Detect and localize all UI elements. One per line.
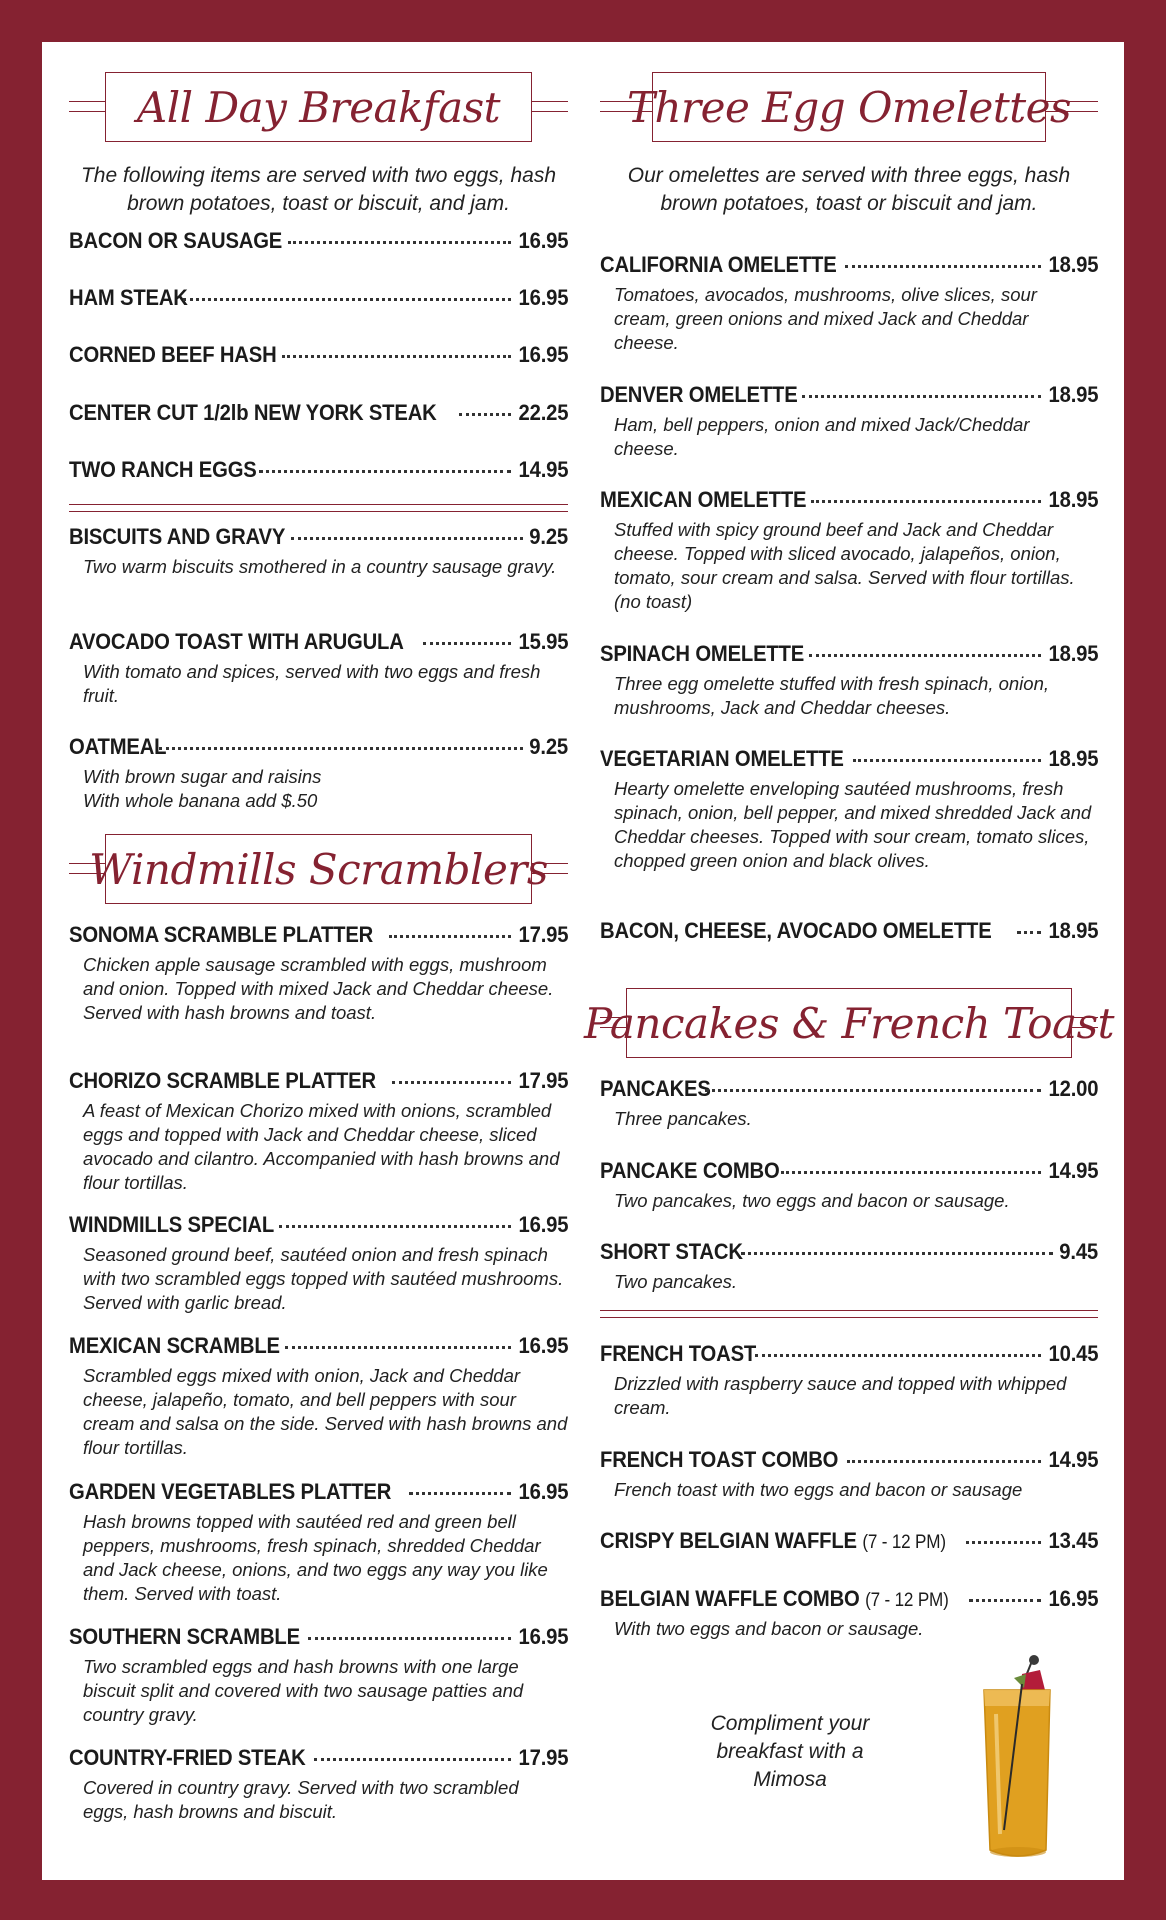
dot-leader — [285, 1346, 510, 1349]
dot-leader — [1017, 931, 1041, 934]
item-name: MEXICAN OMELETTE — [600, 487, 807, 512]
item-name — [600, 1528, 946, 1554]
item-price: 12.00 — [1048, 1076, 1098, 1101]
dot-leader — [459, 413, 510, 416]
item-name: CHORIZO SCRAMBLE PLATTER — [69, 1068, 376, 1093]
item-name: WINDMILLS SPECIAL — [69, 1212, 275, 1237]
item-name: MEXICAN SCRAMBLE — [69, 1333, 280, 1358]
menu-item — [600, 1341, 1098, 1420]
item-price: 18.95 — [1048, 918, 1098, 943]
section-header-three-egg-omelettes — [600, 72, 1098, 144]
item-name: HAM STEAK — [69, 285, 188, 310]
menu-item — [69, 1624, 568, 1727]
header-rule-left — [69, 101, 109, 112]
item-price: 13.45 — [1048, 1528, 1098, 1553]
menu-item — [600, 746, 1098, 873]
item-price: 16.95 — [518, 1333, 568, 1358]
menu-item — [600, 1239, 1098, 1294]
item-name: GARDEN VEGETABLES PLATTER — [69, 1479, 392, 1504]
menu-item — [69, 1212, 568, 1315]
item-price: 22.25 — [518, 400, 568, 425]
menu-item — [600, 487, 1098, 614]
dot-leader — [308, 1637, 511, 1640]
dot-leader — [423, 642, 511, 645]
section-title: Windmills Scramblers — [105, 834, 532, 904]
item-name: VEGETARIAN OMELETTE — [600, 746, 844, 771]
menu-item — [600, 252, 1098, 355]
item-price: 9.25 — [529, 734, 568, 759]
dot-leader — [705, 1089, 1041, 1092]
item-description: Seasoned ground beef, sautéed onion and fresh spinach with two scrambled eggs topped with sautéed mushrooms. Served with garlic bread. — [83, 1244, 564, 1313]
item-price: 16.95 — [1048, 1586, 1098, 1611]
menu-item — [600, 1158, 1098, 1213]
item-name: PANCAKES — [600, 1076, 711, 1101]
section-title: Three Egg Omelettes — [652, 72, 1046, 142]
dot-leader — [741, 1252, 1053, 1255]
item-name: BISCUITS AND GRAVY — [69, 524, 286, 549]
section-intro: The following items are served with two eggs, hash brown potatoes, toast or biscuit, and jam. — [80, 164, 557, 215]
item-name-text: CRISPY BELGIAN WAFFLE — [600, 1528, 857, 1553]
item-name: CENTER CUT 1/2lb NEW YORK STEAK — [69, 400, 437, 425]
item-price: 16.95 — [518, 1212, 568, 1237]
menu-item — [69, 524, 568, 579]
dot-leader — [969, 1599, 1040, 1602]
item-description: Drizzled with raspberry sauce and topped with whipped cream. — [614, 1373, 1067, 1418]
item-description-extra: With whole banana add $.50 — [83, 790, 318, 811]
menu-item — [600, 1076, 1098, 1131]
item-price: 17.95 — [518, 922, 568, 947]
dot-leader — [853, 759, 1041, 762]
item-price: 16.95 — [518, 342, 568, 367]
item-description: Three pancakes. — [614, 1108, 752, 1129]
item-name: PANCAKE COMBO — [600, 1158, 780, 1183]
header-rule-right — [528, 101, 568, 112]
item-hours-note: (7 - 12 PM) — [865, 1590, 949, 1611]
item-name: FRENCH TOAST — [600, 1341, 757, 1366]
menu-item — [600, 1447, 1098, 1502]
dot-leader — [389, 935, 511, 938]
item-description: Two pancakes, two eggs and bacon or sausage. — [614, 1190, 1010, 1211]
menu-item — [69, 922, 568, 1025]
dot-leader — [809, 654, 1041, 657]
item-name: CORNED BEEF HASH — [69, 342, 277, 367]
item-name-text: BELGIAN WAFFLE COMBO — [600, 1586, 860, 1611]
dot-leader — [159, 747, 523, 750]
section-title: Pancakes & French Toast — [626, 988, 1072, 1058]
menu-item — [69, 629, 568, 708]
item-name: BACON, CHEESE, AVOCADO OMELETTE — [600, 918, 992, 943]
menu-item — [600, 1528, 1098, 1558]
dot-leader — [755, 1354, 1040, 1357]
item-name: BACON OR SAUSAGE — [69, 228, 283, 253]
item-name: SPINACH OMELETTE — [600, 641, 805, 666]
menu-item — [600, 918, 1098, 948]
menu-item — [600, 1586, 1098, 1641]
item-name: CALIFORNIA OMELETTE — [600, 252, 837, 277]
item-description: French toast with two eggs and bacon or sausage — [614, 1479, 1023, 1500]
menu-item — [600, 382, 1098, 461]
menu-sheet — [42, 42, 1124, 1880]
item-name: SOUTHERN SCRAMBLE — [69, 1624, 300, 1649]
dot-leader — [966, 1541, 1040, 1544]
item-price: 9.25 — [529, 524, 568, 549]
section-header-windmills-scramblers — [69, 834, 568, 906]
item-name: OATMEAL — [69, 734, 167, 759]
item-description: Two scrambled eggs and hash browns with one large biscuit split and covered with two sausage patties and country gravy. — [83, 1656, 524, 1725]
item-description: With tomato and spices, served with two eggs and fresh fruit. — [83, 661, 541, 706]
item-price: 17.95 — [518, 1745, 568, 1770]
menu-item — [69, 457, 568, 487]
mimosa-promo: Compliment your breakfast with a Mimosa — [710, 1712, 870, 1791]
item-price: 17.95 — [518, 1068, 568, 1093]
item-hours-note: (7 - 12 PM) — [862, 1532, 946, 1553]
menu-item — [69, 228, 568, 258]
item-price: 15.95 — [518, 629, 568, 654]
item-price: 10.45 — [1048, 1341, 1098, 1366]
dot-leader — [288, 241, 511, 244]
menu-item — [69, 1068, 568, 1195]
section-divider — [69, 504, 568, 512]
item-name: DENVER OMELETTE — [600, 382, 798, 407]
dot-leader — [279, 1225, 511, 1228]
menu-item — [69, 285, 568, 315]
item-name: AVOCADO TOAST WITH ARUGULA — [69, 629, 404, 654]
item-description: With brown sugar and raisins — [83, 766, 322, 787]
item-name: SONOMA SCRAMBLE PLATTER — [69, 922, 374, 947]
item-name — [600, 1586, 949, 1612]
item-price: 16.95 — [518, 228, 568, 253]
dot-leader — [291, 537, 523, 540]
menu-item — [69, 400, 568, 430]
item-description: Tomatoes, avocados, mushrooms, olive slices, sour cream, green onions and mixed Jack and Cheddar cheese. — [614, 284, 1037, 353]
menu-item — [69, 734, 568, 813]
menu-item — [69, 342, 568, 372]
dot-leader — [409, 1492, 511, 1495]
item-description: Two warm biscuits smothered in a country sausage gravy. — [83, 556, 557, 577]
item-price: 16.95 — [518, 1479, 568, 1504]
section-divider — [600, 1310, 1098, 1318]
item-description: Three egg omelette stuffed with fresh spinach, onion, mushrooms, Jack and Cheddar cheeses. — [614, 673, 1050, 718]
item-price: 14.95 — [1048, 1158, 1098, 1183]
item-description: Chicken apple sausage scrambled with eggs, mushroom and onion. Topped with mixed Jack and Cheddar cheese. Served with hash browns and toast. — [83, 954, 554, 1023]
item-price: 9.45 — [1059, 1239, 1098, 1264]
dot-leader — [259, 470, 510, 473]
item-description: Stuffed with spicy ground beef and Jack and Cheddar cheese. Topped with sliced avocado, jalapeños, onion, tomato, sour cream and salsa. Served with flour tortillas. (no toast) — [614, 519, 1075, 612]
item-price: 18.95 — [1048, 746, 1098, 771]
item-name: SHORT STACK — [600, 1239, 743, 1264]
menu-item — [600, 641, 1098, 720]
item-name: FRENCH TOAST COMBO — [600, 1447, 839, 1472]
item-price: 16.95 — [518, 285, 568, 310]
item-price: 14.95 — [518, 457, 568, 482]
item-description: Hash browns topped with sautéed red and green bell peppers, mushrooms, fresh spinach, shredded Cheddar and Jack cheese, onions, and two eggs any way you like them. Served with toast. — [83, 1511, 548, 1604]
item-price: 18.95 — [1048, 641, 1098, 666]
dot-leader — [811, 500, 1040, 503]
section-header-pancakes-french-toast — [583, 988, 1115, 1060]
dot-leader — [282, 355, 511, 358]
mimosa-glass-icon — [974, 1654, 1064, 1864]
menu-item — [69, 1479, 568, 1606]
dot-leader — [314, 1758, 511, 1761]
item-price: 16.95 — [518, 1624, 568, 1649]
item-description: Ham, bell peppers, onion and mixed Jack/Cheddar cheese. — [614, 414, 1030, 459]
item-name: COUNTRY-FRIED STEAK — [69, 1745, 306, 1770]
item-price: 18.95 — [1048, 487, 1098, 512]
item-description: With two eggs and bacon or sausage. — [614, 1618, 924, 1639]
section-header-all-day-breakfast — [69, 72, 568, 144]
item-description: Two pancakes. — [614, 1271, 738, 1292]
item-description: Covered in country gravy. Served with two scrambled eggs, hash browns and biscuit. — [83, 1777, 519, 1822]
dot-leader — [392, 1081, 511, 1084]
menu-item — [69, 1745, 568, 1824]
item-price: 18.95 — [1048, 382, 1098, 407]
dot-leader — [802, 395, 1041, 398]
menu-item — [69, 1333, 568, 1460]
section-title: All Day Breakfast — [105, 72, 532, 142]
dot-leader — [183, 298, 511, 301]
item-price: 18.95 — [1048, 252, 1098, 277]
dot-leader — [781, 1171, 1040, 1174]
dot-leader — [847, 1460, 1041, 1463]
item-description: Hearty omelette enveloping sautéed mushrooms, fresh spinach, onion, bell pepper, and mixed shredded Jack and Cheddar cheeses. Topped with sour cream, tomato slices, chopped green onion and black olives. — [614, 778, 1092, 871]
item-description: A feast of Mexican Chorizo mixed with onions, scrambled eggs and topped with Jack and Cheddar cheese, sliced avocado and cilantro. Accompanied with hash browns and flour tortillas. — [83, 1100, 560, 1193]
section-intro: Our omelettes are served with three eggs, hash brown potatoes, toast or biscuit and jam. — [627, 164, 1071, 215]
dot-leader — [845, 265, 1041, 268]
item-description: Scrambled eggs mixed with onion, Jack and Cheddar cheese, jalapeño, tomato, and bell peppers with sour cream and salsa on the side. Served with hash browns and flour tortillas. — [83, 1365, 568, 1458]
item-price: 14.95 — [1048, 1447, 1098, 1472]
item-name: TWO RANCH EGGS — [69, 457, 257, 482]
